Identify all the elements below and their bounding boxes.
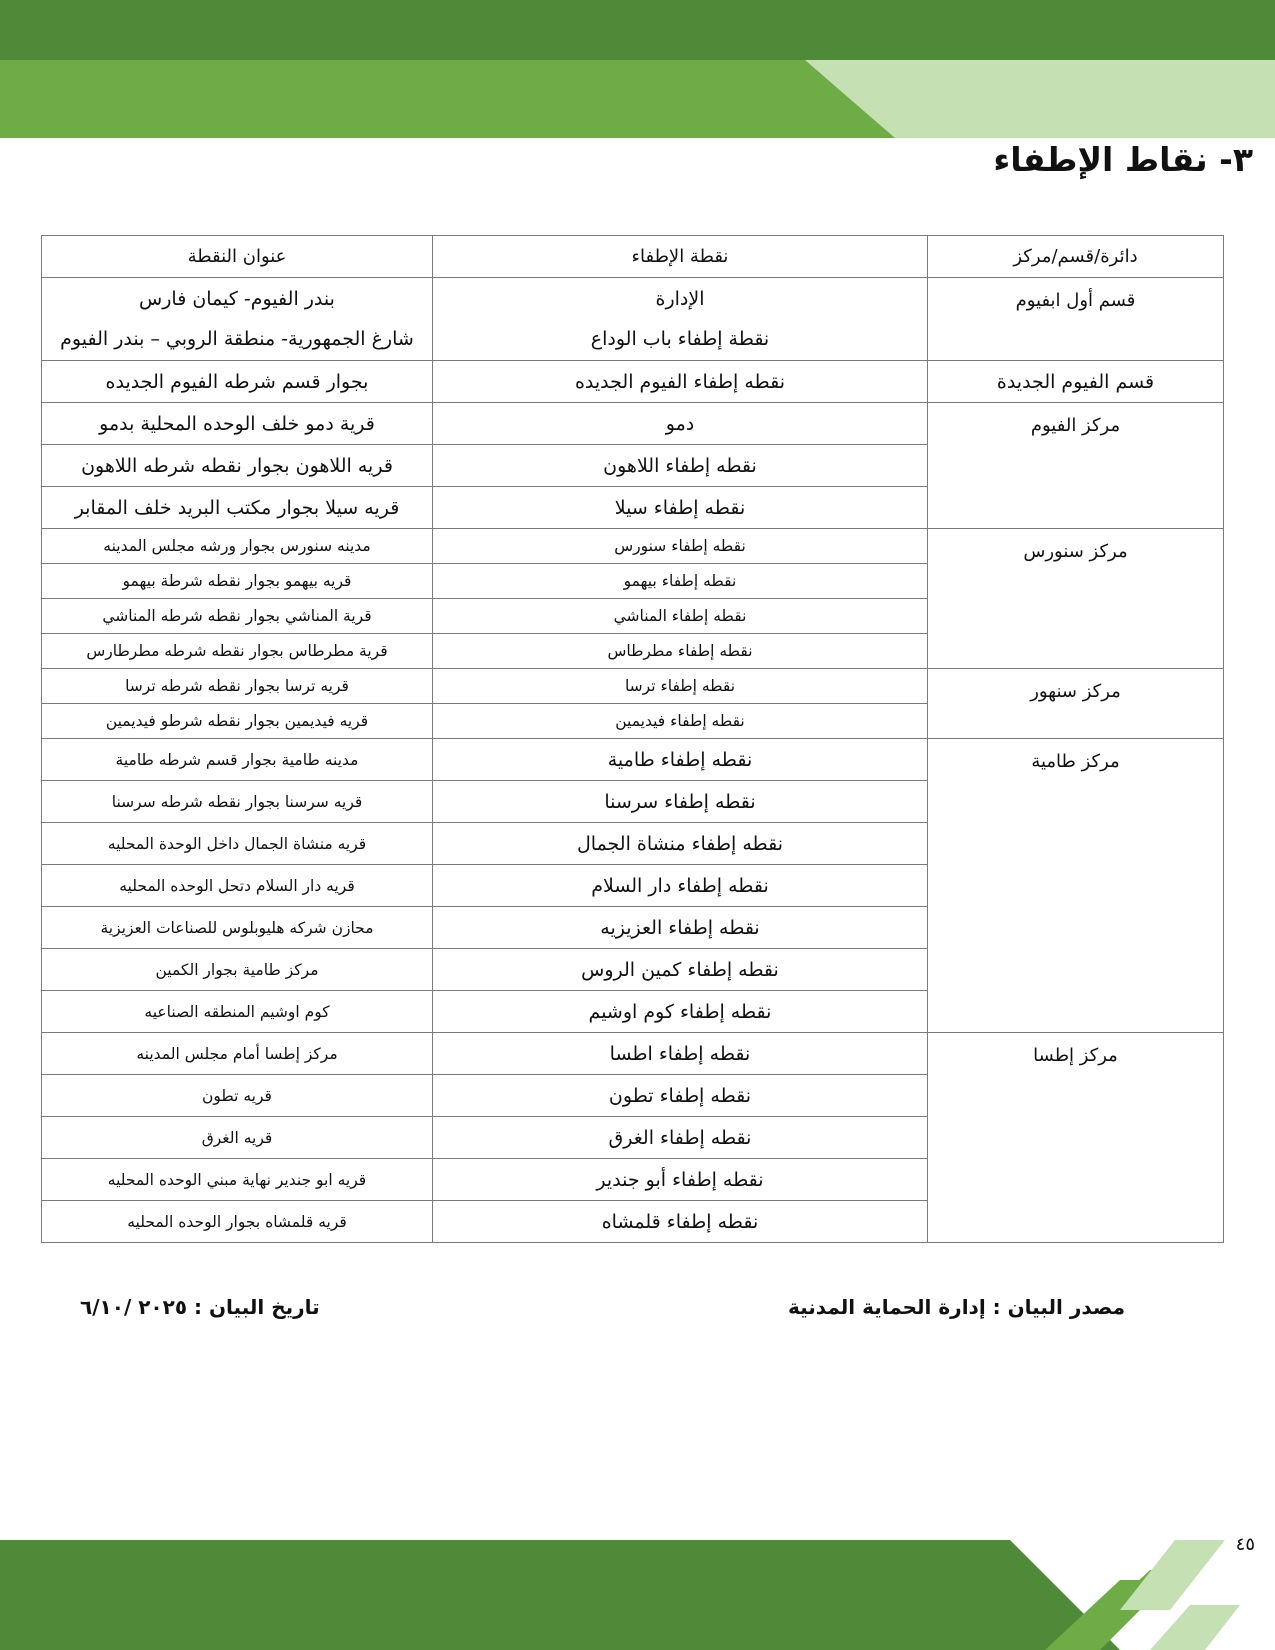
point-cell: نقطه إطفاء كوم اوشيم bbox=[433, 991, 928, 1033]
address-cell: مدينه سنورس بجوار ورشه مجلس المدينه bbox=[42, 529, 433, 564]
point-cell bbox=[433, 278, 928, 361]
point-cell: نقطه إطفاء العزيزيه bbox=[433, 907, 928, 949]
table-header-row bbox=[42, 236, 1224, 278]
data-source: مصدر البيان : إدارة الحماية المدنية bbox=[787, 1295, 1125, 1319]
address-cell: قرية مطرطاس بجوار نقطه شرطه مطرطارس bbox=[42, 634, 433, 669]
district-cell: قسم أول ابفيوم bbox=[928, 278, 1224, 361]
point-cell: نقطه إطفاء المناشي bbox=[433, 599, 928, 634]
point-address: بندر الفيوم- كيمان فارس bbox=[139, 288, 335, 310]
address-cell: قريه الغرق bbox=[42, 1117, 433, 1159]
district-cell: مركز سنورس bbox=[928, 529, 1224, 669]
address-cell: محازن شركه هليوبلوس للصناعات العزيزية bbox=[42, 907, 433, 949]
address-cell: كوم اوشيم المنطقه الصناعيه bbox=[42, 991, 433, 1033]
address-cell: قريه منشاة الجمال داخل الوحدة المحليه bbox=[42, 823, 433, 865]
table-row bbox=[42, 669, 1224, 704]
point-cell: نقطه إطفاء كمين الروس bbox=[433, 949, 928, 991]
address-cell: قريه سرسنا بجوار نقطه شرطه سرسنا bbox=[42, 781, 433, 823]
district-cell: مركز الفيوم bbox=[928, 403, 1224, 529]
point-cell: نقطه إطفاء ترسا bbox=[433, 669, 928, 704]
firefighting-points-table bbox=[41, 235, 1224, 1243]
district-cell: مركز إطسا bbox=[928, 1033, 1224, 1243]
district-cell: مركز سنهور bbox=[928, 669, 1224, 739]
address-cell: مدينه طامية بجوار قسم شرطه طامية bbox=[42, 739, 433, 781]
point-name: نقطة إطفاء باب الوداع bbox=[590, 328, 770, 350]
point-cell: نقطه إطفاء بيهمو bbox=[433, 564, 928, 599]
table-row bbox=[42, 278, 1224, 361]
data-date: تاريخ البيان : ٢٠٢٥ /٦/١٠ bbox=[80, 1295, 320, 1319]
point-cell: نقطه إطفاء سرسنا bbox=[433, 781, 928, 823]
point-name: الإدارة bbox=[655, 288, 705, 310]
table-row bbox=[42, 739, 1224, 781]
header-decoration bbox=[0, 0, 1275, 140]
point-cell: نقطه إطفاء سيلا bbox=[433, 487, 928, 529]
address-cell: قريه دار السلام دتحل الوحده المحليه bbox=[42, 865, 433, 907]
address-cell: قرية المناشي بجوار نقطه شرطه المناشي bbox=[42, 599, 433, 634]
point-cell: نقطه إطفاء طامية bbox=[433, 739, 928, 781]
address-cell: بجوار قسم شرطه الفيوم الجديده bbox=[42, 361, 433, 403]
point-cell: نقطه إطفاء فيديمين bbox=[433, 704, 928, 739]
address-cell: قريه سيلا بجوار مكتب البريد خلف المقابر bbox=[42, 487, 433, 529]
header-point: نقطة الإطفاء bbox=[433, 236, 928, 278]
address-cell: قريه تطون bbox=[42, 1075, 433, 1117]
point-cell: نقطه إطفاء منشاة الجمال bbox=[433, 823, 928, 865]
point-address: شارغ الجمهورية- منطقة الروبي – بندر الفيوم bbox=[60, 328, 414, 350]
page-number: ٤٥ bbox=[1235, 1534, 1255, 1555]
address-cell: مركز إطسا أمام مجلس المدينه bbox=[42, 1033, 433, 1075]
address-cell: قريه قلمشاه بجوار الوحده المحليه bbox=[42, 1201, 433, 1243]
header-address: عنوان النقطة bbox=[42, 236, 433, 278]
header-district: دائرة/قسم/مركز bbox=[928, 236, 1224, 278]
point-cell: نقطه إطفاء الغرق bbox=[433, 1117, 928, 1159]
district-cell: مركز طامية bbox=[928, 739, 1224, 1033]
address-cell: قرية دمو خلف الوحده المحلية بدمو bbox=[42, 403, 433, 445]
district-cell: قسم الفيوم الجديدة bbox=[928, 361, 1224, 403]
footer-decoration bbox=[0, 1535, 1275, 1650]
table-row bbox=[42, 1033, 1224, 1075]
point-cell: نقطه إطفاء مطرطاس bbox=[433, 634, 928, 669]
address-cell: قريه ابو جندير نهاية مبني الوحده المحليه bbox=[42, 1159, 433, 1201]
address-cell: مركز طامية بجوار الكمين bbox=[42, 949, 433, 991]
address-cell: قريه بيهمو بجوار نقطه شرطة بيهمو bbox=[42, 564, 433, 599]
address-cell: قريه فيديمين بجوار نقطه شرطو فيديمين bbox=[42, 704, 433, 739]
address-cell: قريه اللاهون بجوار نقطه شرطه اللاهون bbox=[42, 445, 433, 487]
table-row bbox=[42, 403, 1224, 445]
point-cell: نقطه إطفاء اللاهون bbox=[433, 445, 928, 487]
point-cell: نقطه إطفاء أبو جندير bbox=[433, 1159, 928, 1201]
point-cell: نقطه إطفاء اطسا bbox=[433, 1033, 928, 1075]
point-cell: دمو bbox=[433, 403, 928, 445]
point-cell: نقطه إطفاء تطون bbox=[433, 1075, 928, 1117]
table-row bbox=[42, 361, 1224, 403]
page-title: ٣- نقاط الإطفاء bbox=[993, 140, 1253, 179]
point-cell: نقطه إطفاء قلمشاه bbox=[433, 1201, 928, 1243]
address-cell: قريه ترسا بجوار نقطه شرطه ترسا bbox=[42, 669, 433, 704]
point-cell: نقطه إطفاء سنورس bbox=[433, 529, 928, 564]
table-row bbox=[42, 529, 1224, 564]
point-cell: نقطه إطفاء الفيوم الجديده bbox=[433, 361, 928, 403]
address-cell bbox=[42, 278, 433, 361]
point-cell: نقطه إطفاء دار السلام bbox=[433, 865, 928, 907]
